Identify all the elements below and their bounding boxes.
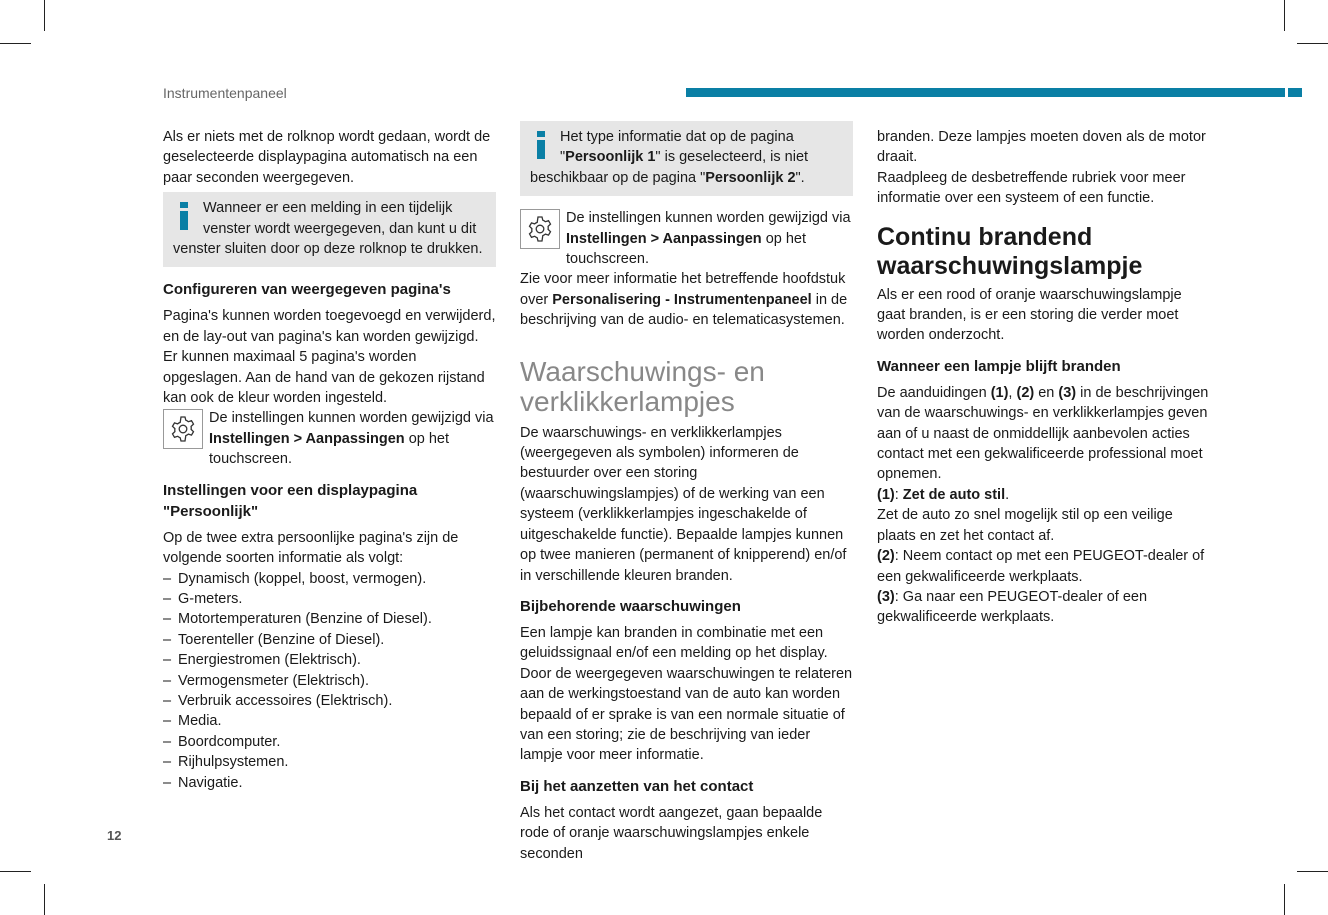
crop-mark: [1284, 0, 1285, 31]
info-icon: [177, 202, 191, 230]
info-type-list: [163, 569, 496, 793]
heading-warning-lamps: Waarschuwings- en verklikkerlampjes: [520, 355, 765, 417]
header-accent-bar: [686, 88, 1302, 97]
section-header: Instrumentenpaneel: [163, 85, 287, 101]
ignition-paragraph: Als het contact wordt aangezet, gaan bepaalde rode of oranje waarschuwingslampjes enkele seconden: [520, 804, 823, 862]
settings-path: Instellingen > Aanpassingen: [566, 230, 762, 247]
more-info-paragraph: Zie voor meer informatie het betreffende hoofdstuk over Personalisering - Instrumentenpaneel in de beschrijving van de audio- en telematicasystemen.: [520, 271, 848, 329]
info-note-text: Wanneer er een melding in een tijdelijk venster wordt weergegeven, dan kunt u dit venster sluiten door op deze rolknop te drukken.: [173, 200, 483, 258]
info-icon: [534, 131, 548, 159]
stays-paragraph: De aanduidingen (1), (2) en (3) in de beschrijvingen van de waarschuwings- en verklikkerlampjes geven aan of u naast de onmiddellijk aanbevolen acties contact met een gekwalificeerde professional moet opnemen.: [877, 384, 1209, 483]
column-2: [520, 121, 853, 864]
crop-mark: [1284, 884, 1285, 915]
column-3: [877, 127, 1210, 628]
column-1: [163, 127, 496, 793]
crop-mark: [44, 884, 45, 915]
crop-mark: [1297, 871, 1328, 872]
settings-note: [163, 408, 496, 469]
page-number: 12: [107, 828, 122, 843]
intro-paragraph: Als er niets met de rolknop wordt gedaan, wordt de geselecteerde displaypagina automatisch na een paar seconden weergegeven.: [163, 129, 491, 186]
list-item: – Media.: [163, 711, 496, 731]
configure-paragraph: Pagina's kunnen worden toegevoegd en verwijderd, en de lay-out van pagina's kan worden gewijzigd. Er kunnen maximaal 5 pagina's worden opgeslagen. Aan de hand van de gekozen rijstand kan ook de kleur worden ingesteld.: [163, 308, 496, 407]
action-2: (2): Neem contact op met een PEUGEOT-dealer of een gekwalificeerde werkplaats.: [877, 548, 1205, 585]
associated-paragraph: Een lampje kan branden in combinatie met een geluidssignaal en/of een melding op het display. Door de weergegeven waarschuwingen te relateren aan de werkingstoestand van de auto kan worden bepaald of er sprake is van een normale situatie of van een storing; zie de beschrijving van ieder lampje voor meer informatie.: [520, 624, 853, 764]
crop-mark: [44, 0, 45, 31]
list-item: – Navigatie.: [163, 773, 496, 793]
settings-note-text: De instellingen kunnen worden gewijzigd via Instellingen > Aanpassingen op het touchscreen.: [209, 410, 494, 468]
action-3: (3): Ga naar een PEUGEOT-dealer of een gekwalificeerde werkplaats.: [877, 588, 1148, 626]
action-1-text: Zet de auto zo snel mogelijk stil op een veilige plaats en zet het contact af.: [877, 507, 1173, 544]
crop-mark: [0, 43, 31, 44]
list-item: – Rijhulpsystemen.: [163, 752, 496, 772]
settings-path: Instellingen > Aanpassingen: [209, 430, 405, 447]
settings-gear-icon: [520, 209, 560, 249]
info-note: [163, 192, 496, 267]
settings-gear-icon: [163, 409, 203, 449]
settings-note: [520, 208, 853, 269]
action-1-title: (1): Zet de auto stil.: [877, 486, 1010, 503]
info-note: [520, 121, 853, 196]
crop-mark: [0, 871, 31, 872]
refer-paragraph: Raadpleeg de desbetreffende rubriek voor meer informatie over een systeem of een functie.: [877, 169, 1186, 207]
list-item: – Boordcomputer.: [163, 732, 496, 752]
list-item: – Verbruik accessoires (Elektrisch).: [163, 691, 496, 711]
settings-note-text: De instellingen kunnen worden gewijzigd via Instellingen > Aanpassingen op het touchscreen.: [566, 210, 851, 268]
continued-paragraph: branden. Deze lampjes moeten doven als de motor draait.: [877, 129, 1206, 166]
continuous-paragraph: Als er een rood of oranje waarschuwingslampje gaat branden, is er een storing die verder moet worden onderzocht.: [877, 286, 1182, 344]
crop-mark: [1297, 43, 1328, 44]
heading-personal-page: Instellingen voor een displaypagina "Persoonlijk": [163, 481, 418, 520]
list-item: – Dynamisch (koppel, boost, vermogen).: [163, 569, 496, 589]
list-item: – Motortemperaturen (Benzine of Diesel).: [163, 609, 496, 629]
list-item: – Toerenteller (Benzine of Diesel).: [163, 630, 496, 650]
heading-continuous-lamp: Continu brandend waarschuwingslampje: [877, 222, 1143, 280]
warning-paragraph: De waarschuwings- en verklikkerlampjes (weergegeven als symbolen) informeren de bestuurder over een storing (waarschuwingslampjes) of de werking van een systeem (verklikkerlampjes ingeschakelde of uitgeschakelde functie). Bepaalde lampjes kunnen op twee manieren (permanent of knipperend) en/of in verschillende kleuren branden.: [520, 424, 847, 584]
info-note-text: Het type informatie dat op de pagina "Persoonlijk 1" is geselecteerd, is niet beschikbaar op de pagina "Persoonlijk 2".: [530, 129, 809, 186]
list-item: – G-meters.: [163, 589, 496, 609]
heading-configure-pages: Configureren van weergegeven pagina's: [163, 281, 451, 299]
personal-paragraph: Op de twee extra persoonlijke pagina's zijn de volgende soorten informatie als volgt:: [163, 529, 459, 567]
heading-associated-warnings: Bijbehorende waarschuwingen: [520, 597, 741, 615]
heading-lamp-stays-on: Wanneer een lampje blijft branden: [877, 357, 1121, 375]
heading-ignition-on: Bij het aanzetten van het contact: [520, 777, 754, 795]
list-item: – Energiestromen (Elektrisch).: [163, 650, 496, 670]
list-item: – Vermogensmeter (Elektrisch).: [163, 671, 496, 691]
